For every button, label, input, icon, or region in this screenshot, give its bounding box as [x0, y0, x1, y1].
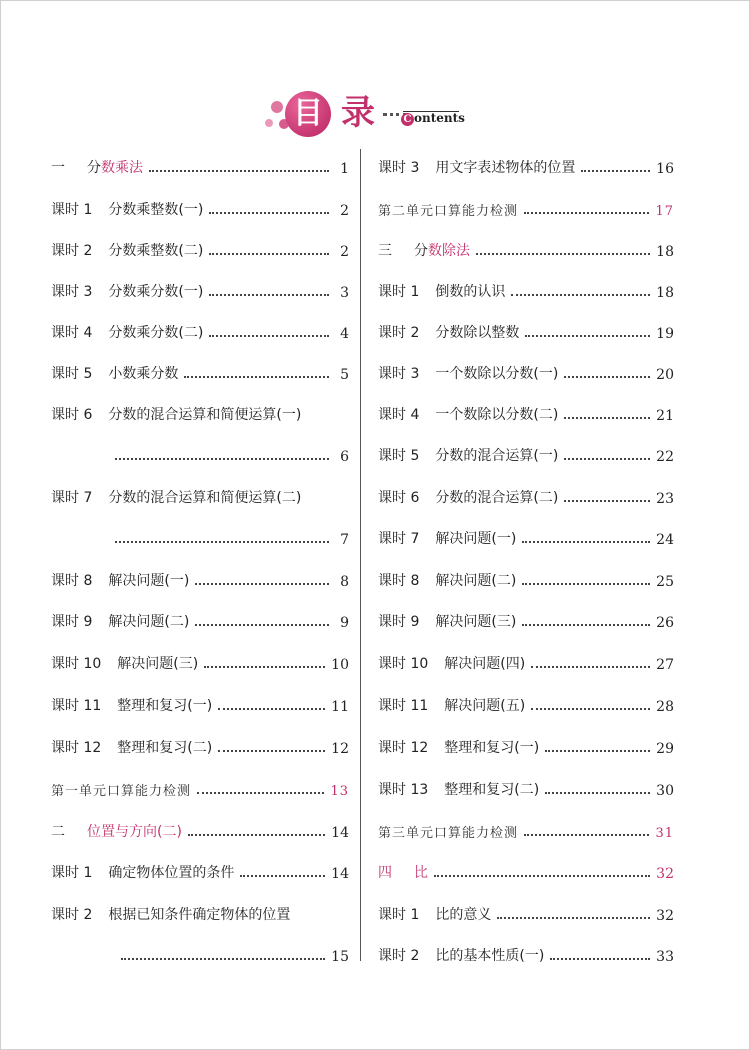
- dot-leader: [550, 958, 650, 960]
- lesson-label: 课时 6: [51, 407, 93, 423]
- toc-header: [263, 89, 473, 143]
- page-number: 4: [340, 326, 349, 342]
- toc-lesson-entry[interactable]: [378, 318, 674, 342]
- column-divider: [360, 149, 361, 961]
- toc-unit-entry[interactable]: [51, 153, 349, 177]
- lesson-title: 比的意义: [435, 907, 492, 923]
- lesson-label: 课时 10: [378, 656, 429, 672]
- toc-lesson-entry[interactable]: [378, 649, 674, 673]
- unit-number: 三: [378, 243, 392, 259]
- page-number: 26: [656, 615, 674, 631]
- bubble-decoration: [265, 119, 273, 127]
- page-number: 13: [330, 784, 349, 799]
- toc-lesson-entry[interactable]: [378, 277, 674, 301]
- unit-title: 位置与方向(二): [87, 824, 182, 840]
- toc-test-entry[interactable]: [378, 817, 674, 841]
- page-number: 15: [331, 949, 349, 965]
- dot-leader: [564, 458, 650, 460]
- page-number: 14: [331, 866, 349, 882]
- unit-title: 比: [414, 865, 428, 881]
- page-number: 5: [340, 367, 349, 383]
- page-number: 18: [656, 285, 674, 301]
- toc-lesson-entry[interactable]: [378, 441, 674, 465]
- toc-test-entry[interactable]: [378, 195, 674, 219]
- dot-leader: [511, 294, 650, 296]
- dot-leader: [209, 212, 329, 214]
- page-number: 1: [340, 161, 349, 177]
- dot-leader: [525, 335, 650, 337]
- lesson-title: 解决问题(四): [444, 656, 526, 672]
- test-title: 第二单元口算能力检测: [378, 204, 519, 219]
- dot-leader: [531, 708, 650, 710]
- dot-leader: [522, 541, 650, 543]
- page-number: 3: [340, 285, 349, 301]
- bubble-decoration: [271, 101, 283, 113]
- lesson-title: 分数的混合运算(二): [435, 490, 559, 506]
- lesson-label: 课时 2: [378, 325, 420, 341]
- dot-leader: [522, 583, 650, 585]
- page-number: 22: [656, 449, 674, 465]
- lesson-label: 课时 1: [378, 284, 420, 300]
- toc-lesson-entry[interactable]: [378, 900, 674, 924]
- contents-label: [401, 111, 465, 126]
- lesson-title: 分数的混合运算(一): [435, 448, 559, 464]
- toc-lesson-entry[interactable]: [51, 566, 349, 590]
- lesson-label: 课时 2: [378, 948, 420, 964]
- test-title: 第三单元口算能力检测: [378, 826, 519, 841]
- lesson-title: 确定物体位置的条件: [108, 865, 235, 881]
- lesson-title: 解决问题(二): [108, 614, 190, 630]
- dot-leader: [209, 253, 329, 255]
- toc-lesson-entry[interactable]: [51, 900, 349, 924]
- toc-lesson-entry[interactable]: [378, 483, 674, 507]
- toc-lesson-entry[interactable]: [378, 607, 674, 631]
- page-number: 32: [656, 866, 674, 882]
- lesson-label: 课时 11: [51, 698, 102, 714]
- dot-leader: [476, 253, 650, 255]
- lesson-label: 课时 10: [51, 656, 102, 672]
- toc-lesson-entry[interactable]: [51, 483, 349, 507]
- dot-leader: [522, 624, 650, 626]
- dot-leader: [115, 458, 329, 460]
- toc-lesson-entry[interactable]: [378, 359, 674, 383]
- lesson-title: 解决问题(五): [444, 698, 526, 714]
- dot-leader: [240, 875, 325, 877]
- dot-leader: [197, 792, 324, 794]
- toc-lesson-entry[interactable]: [51, 858, 349, 882]
- toc-lesson-entry[interactable]: [51, 318, 349, 342]
- lesson-title: 整理和复习(一): [444, 740, 540, 756]
- lesson-label: 课时 7: [51, 490, 93, 506]
- dot-leader: [564, 500, 650, 502]
- dot-leader: [115, 541, 329, 543]
- page-number: 11: [331, 699, 349, 715]
- page-number: 6: [340, 449, 349, 465]
- toc-lesson-entry[interactable]: [378, 400, 674, 424]
- lesson-label: 课时 4: [378, 407, 420, 423]
- title-char-1: 目: [285, 91, 331, 137]
- dot-leader: [218, 708, 325, 710]
- page-number: 8: [340, 574, 349, 590]
- lesson-title: 小数乘分数: [108, 366, 179, 382]
- page-number: 17: [655, 204, 674, 219]
- lesson-title: 一个数除以分数(一): [435, 366, 559, 382]
- lesson-label: 课时 5: [378, 448, 420, 464]
- lesson-title: 解决问题(一): [108, 573, 190, 589]
- toc-lesson-entry[interactable]: [378, 775, 674, 799]
- unit-title: 分数乘法: [87, 160, 143, 176]
- page-number: 9: [340, 615, 349, 631]
- lesson-title: 比的基本性质(一): [435, 948, 545, 964]
- lesson-label: 课时 8: [51, 573, 93, 589]
- lesson-label: 课时 3: [51, 284, 93, 300]
- dot-leader: [545, 792, 650, 794]
- test-title: 第一单元口算能力检测: [51, 784, 192, 799]
- lesson-label: 课时 9: [378, 614, 420, 630]
- lesson-label: 课时 3: [378, 160, 420, 176]
- page-number: 16: [656, 161, 674, 177]
- page-number: 27: [656, 657, 674, 673]
- toc-test-entry[interactable]: [51, 775, 349, 799]
- lesson-title: 整理和复习(一): [117, 698, 213, 714]
- dot-leader: [531, 666, 650, 668]
- toc-lesson-entry[interactable]: [378, 153, 674, 177]
- lesson-label: 课时 2: [51, 907, 93, 923]
- dot-leader: [434, 875, 650, 877]
- dot-leader: [195, 624, 329, 626]
- page-number: 30: [656, 783, 674, 799]
- lesson-title: 解决问题(一): [435, 531, 517, 547]
- toc-lesson-entry[interactable]: [378, 941, 674, 965]
- dot-leader: [524, 834, 649, 836]
- page-number: 2: [340, 203, 349, 219]
- lesson-title: 一个数除以分数(二): [435, 407, 559, 423]
- toc-lesson-entry[interactable]: [51, 607, 349, 631]
- page-number: 10: [331, 657, 349, 673]
- lesson-title: 整理和复习(二): [117, 740, 213, 756]
- page-number: 25: [656, 574, 674, 590]
- lesson-label: 课时 13: [378, 782, 429, 798]
- dot-leader: [545, 750, 650, 752]
- dot-leader: [188, 834, 325, 836]
- lesson-title: 分数除以整数: [435, 325, 520, 341]
- toc-lesson-entry[interactable]: [378, 691, 674, 715]
- page-number: 23: [656, 491, 674, 507]
- toc-unit-entry[interactable]: [51, 817, 349, 841]
- page-number: 32: [656, 908, 674, 924]
- lesson-label: 课时 9: [51, 614, 93, 630]
- lesson-label: 课时 1: [378, 907, 420, 923]
- dot-leader: [184, 376, 329, 378]
- dot-leader: [149, 170, 329, 172]
- toc-lesson-entry[interactable]: [51, 236, 349, 260]
- dot-leader: [564, 417, 650, 419]
- dot-leader: [497, 917, 650, 919]
- unit-number: 二: [51, 824, 65, 840]
- page-number: 20: [656, 367, 674, 383]
- lesson-title: 分数乘分数(一): [108, 284, 204, 300]
- lesson-title: 分数的混合运算和简便运算(一): [108, 407, 302, 423]
- dot-leader: [195, 583, 329, 585]
- unit-number: 一: [51, 160, 65, 176]
- unit-title: 分数除法: [414, 243, 470, 259]
- lesson-title: 用文字表述物体的位置: [435, 160, 576, 176]
- toc-lesson-entry[interactable]: [51, 691, 349, 715]
- lesson-title: 整理和复习(二): [444, 782, 540, 798]
- toc-unit-entry[interactable]: [378, 858, 674, 882]
- lesson-title: 分数乘分数(二): [108, 325, 204, 341]
- toc-lesson-continuation[interactable]: [51, 441, 349, 465]
- page-number: 14: [331, 825, 349, 841]
- lesson-title: 根据已知条件确定物体的位置: [108, 907, 291, 923]
- page-number: 31: [655, 826, 674, 841]
- lesson-title: 分数的混合运算和简便运算(二): [108, 490, 302, 506]
- page-number: 12: [331, 741, 349, 757]
- contents-first-letter: C: [401, 113, 414, 126]
- lesson-label: 课时 8: [378, 573, 420, 589]
- contents-rest: ontents: [414, 111, 465, 125]
- page-number: 7: [340, 532, 349, 548]
- lesson-label: 课时 4: [51, 325, 93, 341]
- toc-lesson-entry[interactable]: [51, 649, 349, 673]
- title-char-2: 录: [341, 93, 375, 133]
- lesson-label: 课时 11: [378, 698, 429, 714]
- lesson-label: 课时 6: [378, 490, 420, 506]
- dot-leader: [581, 170, 650, 172]
- page-number: 18: [656, 244, 674, 260]
- toc-lesson-continuation[interactable]: [51, 524, 349, 548]
- lesson-label: 课时 1: [51, 202, 93, 218]
- toc-lesson-entry[interactable]: [51, 733, 349, 757]
- lesson-title: 分数乘整数(一): [108, 202, 204, 218]
- toc-lesson-entry[interactable]: [378, 566, 674, 590]
- dot-leader: [209, 335, 329, 337]
- toc-lesson-entry[interactable]: [51, 400, 349, 424]
- lesson-label: 课时 1: [51, 865, 93, 881]
- lesson-label: 课时 12: [378, 740, 429, 756]
- lesson-label: 课时 7: [378, 531, 420, 547]
- lesson-title: 分数乘整数(二): [108, 243, 204, 259]
- page-number: 33: [656, 949, 674, 965]
- dot-leader: [204, 666, 325, 668]
- lesson-title: 解决问题(三): [435, 614, 517, 630]
- toc-lesson-entry[interactable]: [51, 195, 349, 219]
- page-number: 2: [340, 244, 349, 260]
- dot-leader: [564, 376, 650, 378]
- dot-leader: [209, 294, 329, 296]
- dot-leader: [524, 212, 649, 214]
- toc-lesson-entry[interactable]: [51, 277, 349, 301]
- toc-lesson-entry[interactable]: [378, 524, 674, 548]
- toc-lesson-entry[interactable]: [51, 359, 349, 383]
- toc-lesson-continuation[interactable]: [51, 941, 349, 965]
- page-number: 29: [656, 741, 674, 757]
- toc-lesson-entry[interactable]: [378, 733, 674, 757]
- lesson-title: 倒数的认识: [435, 284, 506, 300]
- page-number: 24: [656, 532, 674, 548]
- lesson-label: 课时 2: [51, 243, 93, 259]
- toc-unit-entry[interactable]: [378, 236, 674, 260]
- lesson-title: 解决问题(二): [435, 573, 517, 589]
- page-number: 21: [656, 408, 674, 424]
- page-number: 28: [656, 699, 674, 715]
- lesson-label: 课时 12: [51, 740, 102, 756]
- dot-leader: [121, 958, 325, 960]
- dot-leader: [218, 750, 325, 752]
- unit-number: 四: [378, 865, 392, 881]
- lesson-title: 解决问题(三): [117, 656, 199, 672]
- lesson-label: 课时 5: [51, 366, 93, 382]
- page-number: 19: [656, 326, 674, 342]
- lesson-label: 课时 3: [378, 366, 420, 382]
